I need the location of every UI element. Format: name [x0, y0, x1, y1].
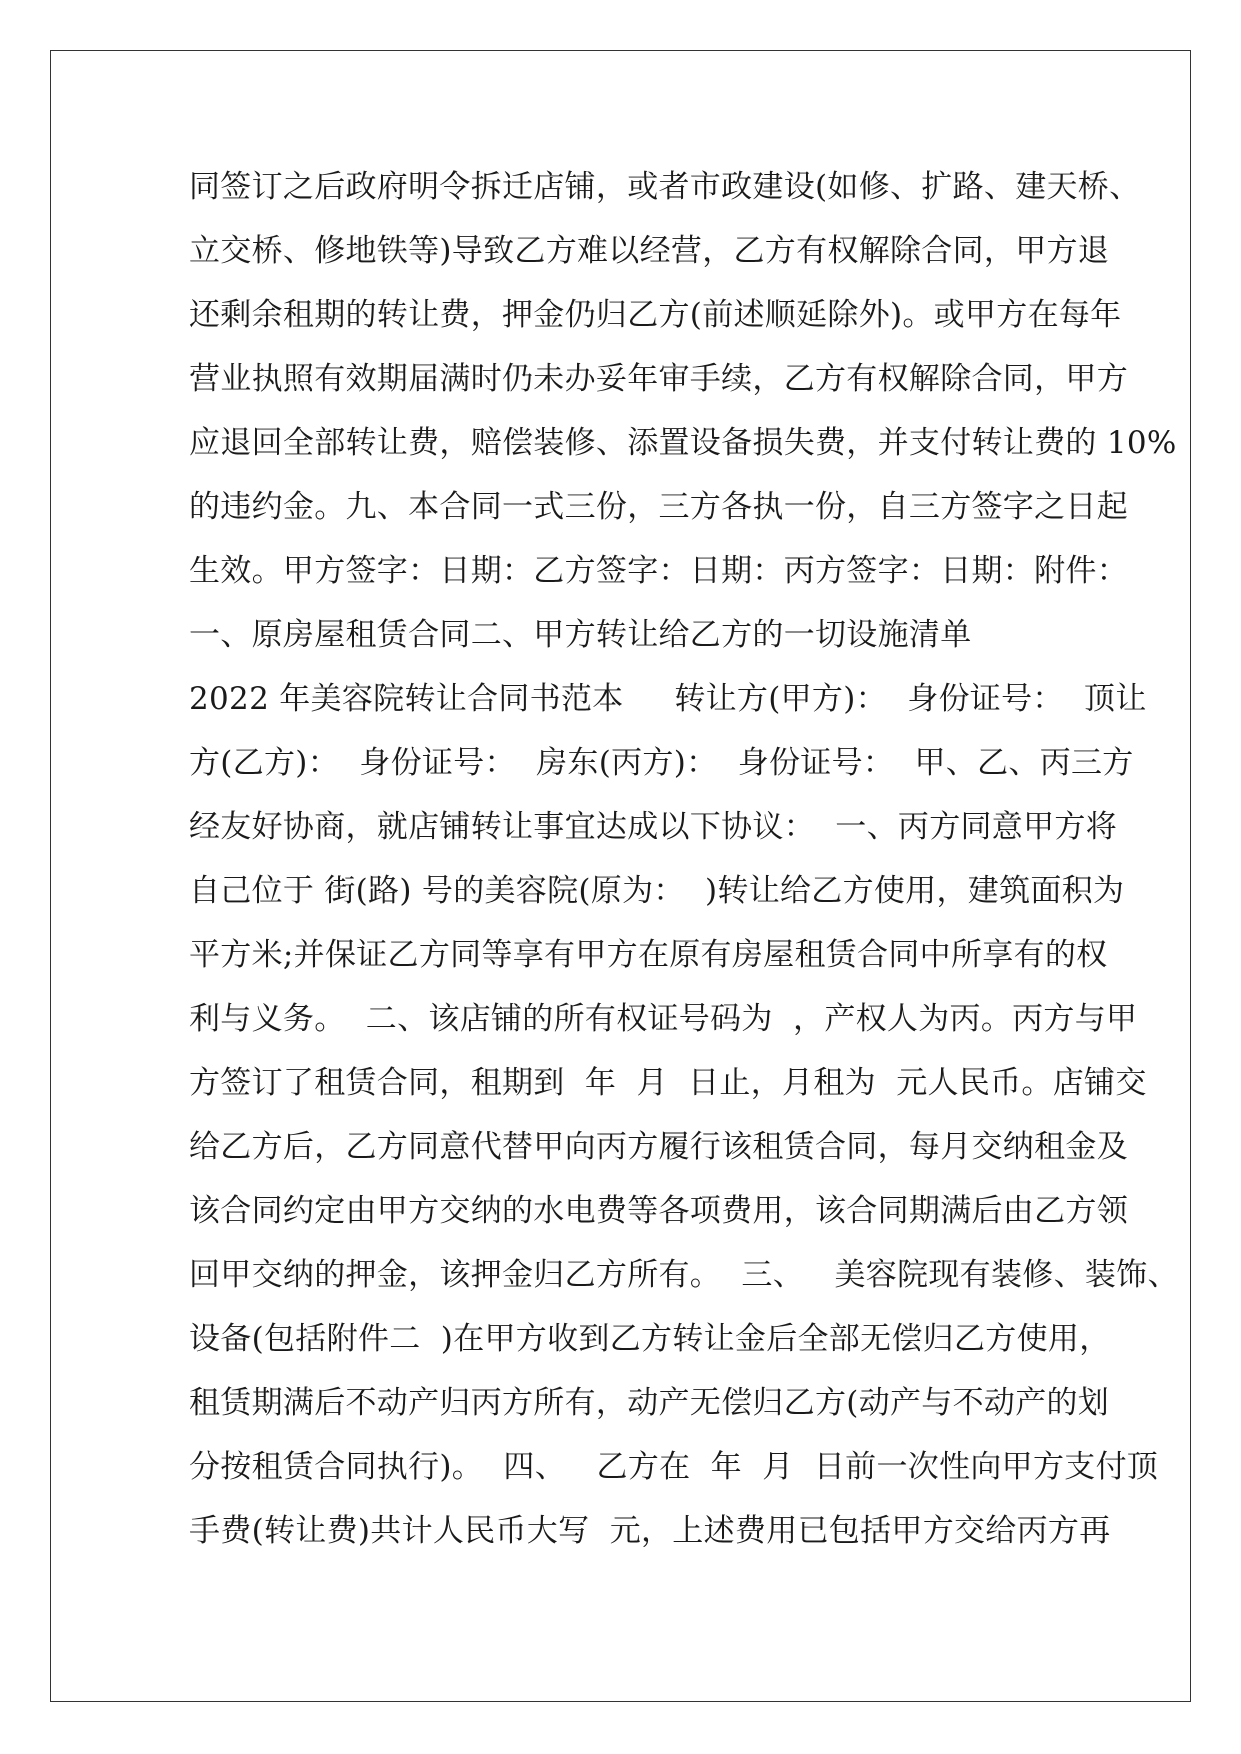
text-line: 租赁期满后不动产归丙方所有，动产无偿归乙方(动产与不动产的划: [189, 1385, 1110, 1421]
text-line: 给乙方后，乙方同意代替甲向丙方履行该租赁合同，每月交纳租金及: [189, 1129, 1128, 1165]
text-line: 利与义务。 二、该店铺的所有权证号码为 ，产权人为丙。丙方与甲: [189, 1001, 1138, 1037]
text-line: 一、原房屋租赁合同二、甲方转让给乙方的一切设施清单: [189, 617, 972, 653]
text-line: 应退回全部转让费，赔偿装修、添置设备损失费，并支付转让费的 10%: [189, 425, 1177, 461]
text-line: 方(乙方)： 身份证号： 房东(丙方)： 身份证号： 甲、乙、丙三方: [189, 745, 1134, 781]
text-line: 该合同约定由甲方交纳的水电费等各项费用，该合同期满后由乙方领: [189, 1193, 1128, 1229]
text-line: 分按租赁合同执行)。 四、 乙方在 年 月 日前一次性向甲方支付顶: [189, 1449, 1159, 1485]
text-line: 平方米;并保证乙方同等享有甲方在原有房屋租赁合同中所享有的权: [189, 937, 1108, 973]
text-line: 方签订了租赁合同，租期到 年 月 日止，月租为 元人民币。店铺交: [189, 1065, 1147, 1101]
text-line: 2022 年美容院转让合同书范本 转让方(甲方)： 身份证号： 顶让: [189, 681, 1147, 717]
text-line: 设备(包括附件二 )在甲方收到乙方转让金后全部无偿归乙方使用，: [189, 1321, 1111, 1357]
text-line: 立交桥、修地铁等)导致乙方难以经营，乙方有权解除合同，甲方退: [189, 233, 1110, 269]
text-line: 回甲交纳的押金，该押金归乙方所有。 三、 美容院现有装修、装饰、: [189, 1257, 1179, 1293]
text-line: 自己位于 街(路) 号的美容院(原为： )转让给乙方使用，建筑面积为: [189, 873, 1125, 909]
text-line: 同签订之后政府明令拆迁店铺，或者市政建设(如修、扩路、建天桥、: [189, 169, 1141, 205]
document-body: [189, 165, 1179, 1573]
text-line: 手费(转让费)共计人民币大写 元，上述费用已包括甲方交给丙方再: [189, 1513, 1111, 1549]
text-line: 生效。甲方签字：日期：乙方签字：日期：丙方签字：日期：附件：: [189, 553, 1128, 589]
text-line: 营业执照有效期届满时仍未办妥年审手续，乙方有权解除合同，甲方: [189, 361, 1128, 397]
text-line: 的违约金。九、本合同一式三份，三方各执一份，自三方签字之日起: [189, 489, 1128, 525]
text-line: 经友好协商，就店铺转让事宜达成以下协议： 一、丙方同意甲方将: [189, 809, 1118, 845]
text-line: 还剩余租期的转让费，押金仍归乙方(前述顺延除外)。或甲方在每年: [189, 297, 1122, 333]
